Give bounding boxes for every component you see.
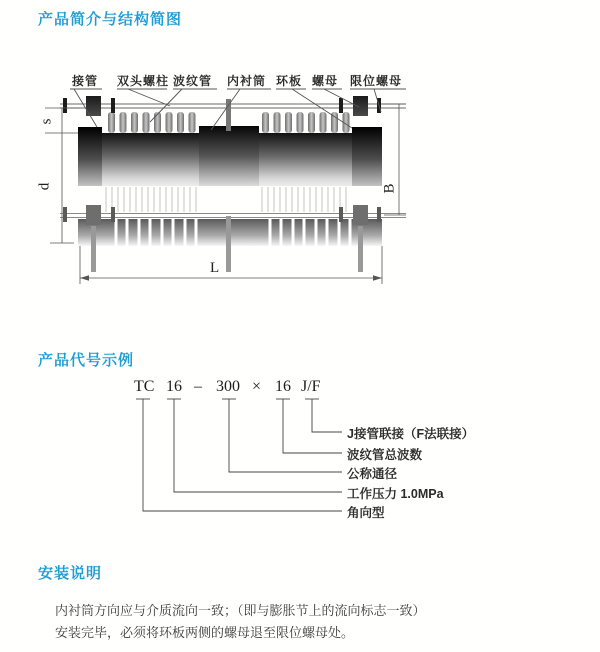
- code-note-angular-type: 角向型: [347, 506, 385, 520]
- install-note-nut-position: 安装完毕，必须将环板两侧的螺母退至限位螺母处。: [55, 625, 355, 640]
- part-label-inner-liner: 内衬筒: [227, 74, 267, 88]
- part-label-connection-pipe: 接管: [72, 74, 99, 88]
- part-label-bellows: 波纹管: [173, 74, 213, 88]
- code-token-dash: –: [194, 378, 202, 395]
- code-token-diameter: 300: [216, 378, 240, 395]
- dim-B: B: [381, 183, 398, 194]
- part-label-limit-nut: 限位螺母: [350, 74, 403, 88]
- code-note-wave-count: 波纹管总波数: [347, 448, 423, 462]
- part-label-ring-plate: 环板: [276, 74, 303, 88]
- code-token-pressure: 16: [166, 378, 182, 395]
- section-title-install: 安装说明: [38, 565, 103, 582]
- part-label-stud-bolt: 双头螺柱: [117, 74, 170, 88]
- code-note-nominal-diameter: 公称通径: [347, 467, 398, 481]
- part-label-nut: 螺母: [312, 74, 339, 88]
- section-title-code-example: 产品代号示例: [38, 352, 135, 369]
- section-title-intro: 产品简介与结构简图: [38, 11, 183, 28]
- dim-L: L: [210, 260, 220, 276]
- dim-d: d: [36, 182, 53, 191]
- code-note-connection-type: J接管联接（F法联接）: [347, 427, 475, 441]
- code-note-working-pressure: 工作压力 1.0MPa: [347, 487, 444, 501]
- install-note-flow-direction: 内衬筒方向应与介质流向一致；（即与膨胀节上的流向标志一致）: [55, 603, 426, 618]
- dim-s: s: [38, 118, 55, 125]
- code-token-times: ×: [252, 378, 262, 395]
- code-token-type: TC: [134, 378, 155, 395]
- code-token-connection: J/F: [301, 378, 321, 395]
- code-token-waves: 16: [275, 378, 291, 395]
